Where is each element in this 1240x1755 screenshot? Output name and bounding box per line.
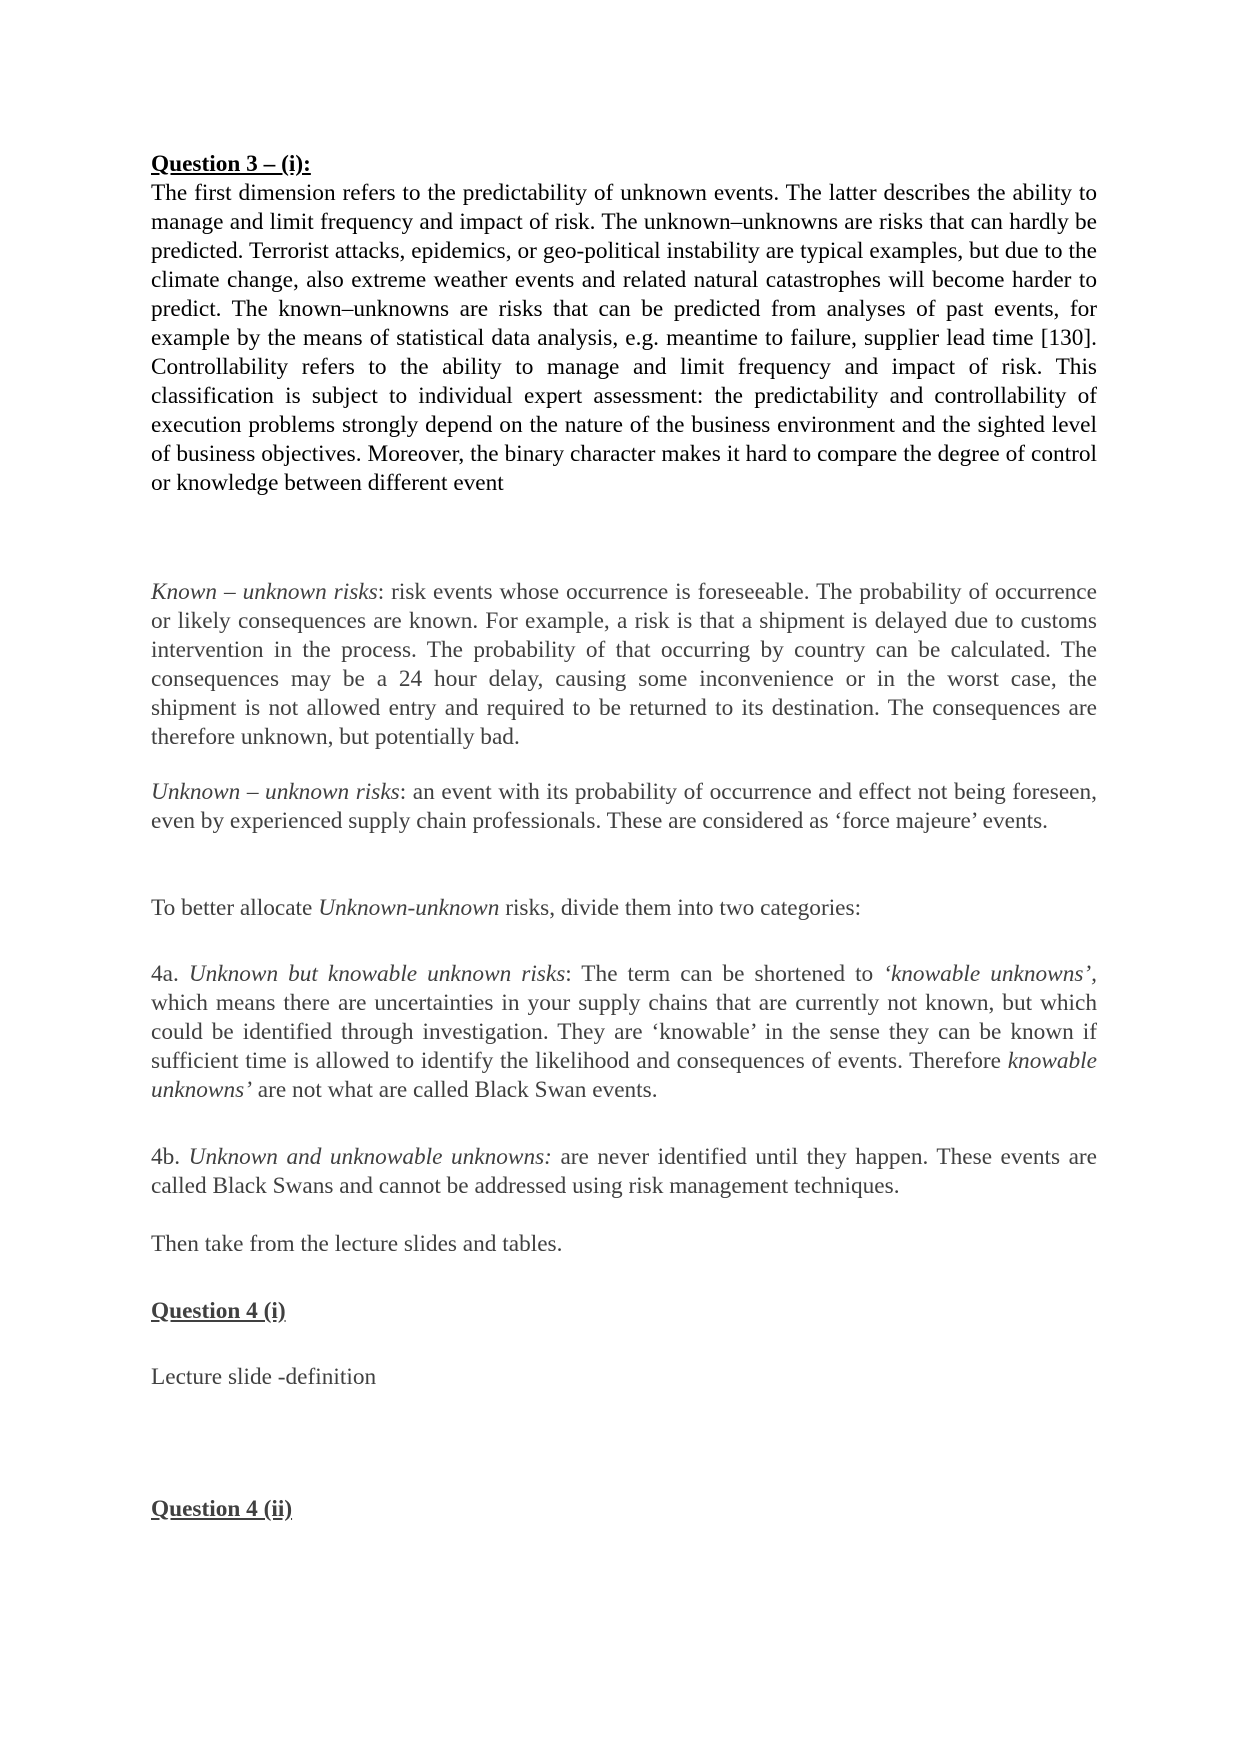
- known-unknown-term: Known – unknown risks: [151, 579, 378, 605]
- question-4ii-heading: Question 4 (ii): [151, 1496, 293, 1522]
- item-4b-text: are never identified until they happen. These events are called Black Swans and cannot be addressed using risk management techniques.: [151, 1144, 1098, 1199]
- item-4a-term3: knowable unknowns’: [151, 1048, 1097, 1103]
- allocate-after: risks, divide them into two categories:: [499, 895, 862, 921]
- unknown-unknown-term: Unknown – unknown risks: [151, 779, 400, 805]
- item-4a-term: Unknown but knowable unknown risks: [188, 961, 566, 987]
- question-4i-text: Lecture slide -definition: [151, 1364, 377, 1390]
- unknown-unknown-paragraph: [151, 778, 1097, 836]
- item-4a-term2: ‘knowable unknowns’,: [883, 961, 1097, 987]
- question-3-paragraph: The first dimension refers to the predictability of unknown events. The latter describes the ability to manage and limit frequency and impact of risk. The unknown–unknowns are risks that can hardly be predicted. Terrorist attacks, epidemics, or geo-political instability are typical examples, but due to the climate change, also extreme weather events and related natural catastrophes will become harder to predict. The known–unknowns are risks that can be predicted from analyses of past events, for example by the means of statistical data analysis, e.g. meantime to failure, supplier lead time [130]. Controllability refers to the ability to manage and limit frequency and impact of risk. This classification is subject to individual expert assessment: the predictability and controllability of execution problems strongly depend on the nature of the business environment and the sighted level of business objectives. Moreover, the binary character makes it hard to compare the degree of control or knowledge between different event: [151, 180, 1097, 496]
- item-4b-term: Unknown and unknowable unknowns:: [188, 1144, 552, 1170]
- allocate-term: Unknown-unknown: [318, 895, 500, 921]
- item-4a-paragraph: [151, 960, 1097, 1105]
- known-unknown-text: : risk events whose occurrence is foreseeable. The probability of occurrence or likely consequences are known. For example, a risk is that a shipment is delayed due to customs intervention in the process. The probability of that occurring by country can be calculated. The consequences may be a 24 hour delay, causing some inconvenience or in the worst case, the shipment is not allowed entry and required to be returned to its destination. The consequences are therefore unknown, but potentially bad.: [151, 579, 1097, 750]
- unknown-unknown-text: : an event with its probability of occurrence and effect not being foreseen, even by experienced supply chain professionals. These are considered as ‘force majeure’ events.: [151, 779, 1097, 834]
- item-4b-paragraph: [151, 1143, 1097, 1201]
- known-unknown-paragraph: [151, 578, 1097, 752]
- item-4a-text1: : The term can be shortened to: [565, 961, 884, 987]
- question-4i-heading: Question 4 (i): [151, 1298, 286, 1324]
- question-3-heading: Question 3 – (i):: [151, 151, 311, 177]
- allocate-paragraph: [151, 894, 1097, 923]
- item-4a-prefix: 4a.: [151, 961, 189, 987]
- lecture-note: Then take from the lecture slides and tables.: [151, 1231, 563, 1257]
- item-4a-text2: which means there are uncertainties in your supply chains that are currently not known, but which could be identified through investigation. They are ‘knowable’ in the sense they can be known if sufficient time is allowed to identify the likelihood and consequences of events. Therefore: [151, 990, 1097, 1074]
- item-4b-prefix: 4b.: [151, 1144, 189, 1170]
- item-4a-text3: are not what are called Black Swan events.: [251, 1077, 658, 1103]
- allocate-before: To better allocate: [151, 895, 319, 921]
